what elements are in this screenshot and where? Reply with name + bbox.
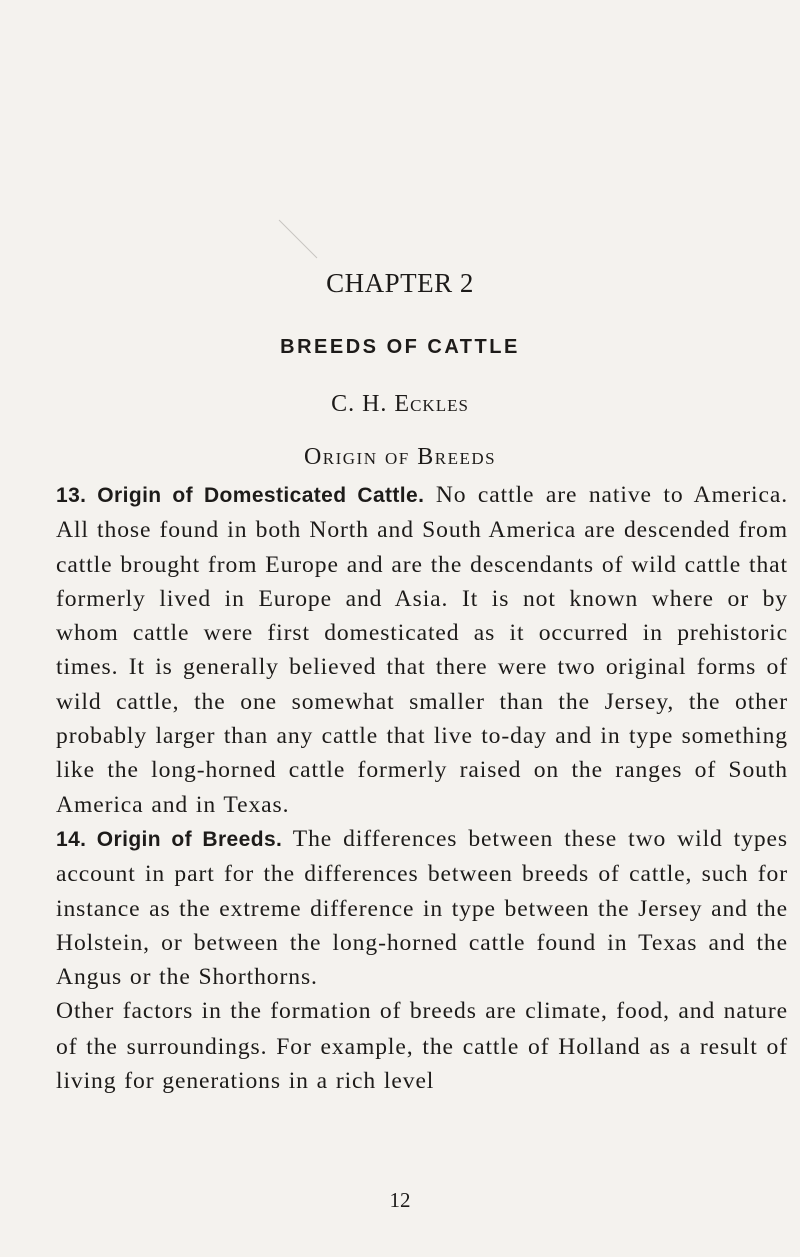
paragraph-other-factors — [56, 994, 788, 1098]
paragraph-text: No cattle are native to America. All those found in both North and South America are descended from cattle brought from Europe and are the descendants of wild cattle that formerly lived in Europe and Asia. It is not known where or by whom cattle were first domesticated as it occurred in prehistoric times. It is generally believed that there were two original forms of wild cattle, the one somewhat smaller than the Jersey, the other probably larger than any cattle that live to-day and in type something like the long-horned cattle formerly raised on the ranges of South America and in Texas. — [56, 482, 789, 818]
paragraph-text: Other factors in the formation of breeds are climate, food, and nature of the surroundings. For example, the cattle of Holland as a result of living for generations in a rich level — [56, 998, 788, 1095]
paragraph-14 — [56, 822, 788, 994]
paragraph-13 — [56, 478, 788, 822]
author-name: C. H. Eckles — [331, 391, 469, 417]
paragraph-heading: 13. Origin of Domesticated Cattle. — [56, 484, 425, 507]
chapter-title: BREEDS OF CATTLE — [280, 336, 520, 358]
body-text — [56, 478, 788, 1098]
paragraph-heading: 14. Origin of Breeds. — [56, 827, 283, 851]
paragraph-text: The differences between these two wild types account in part for the differences between breeds of cattle, such for instance as the extreme difference in type between the Jersey and the Holstein, or between the long-horned cattle found in Texas and the Angus or the Shorthorns. — [56, 825, 788, 991]
section-heading: Origin of Breeds — [303, 444, 497, 470]
page-number: 12 — [389, 1188, 411, 1212]
scan-artifact-mark — [277, 218, 321, 262]
chapter-label: CHAPTER 2 — [326, 268, 474, 298]
